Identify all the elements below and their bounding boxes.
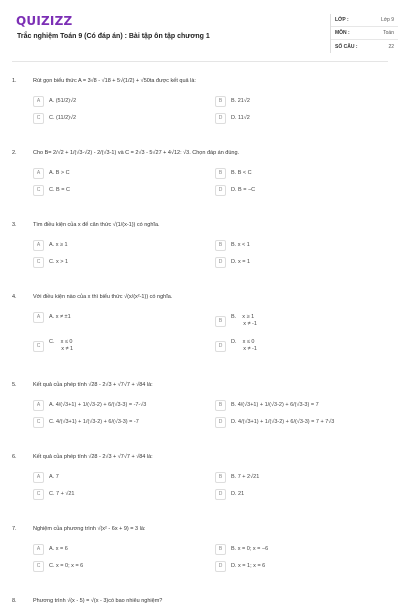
option-letter-box: C — [33, 561, 44, 572]
option-text: D. x = 1; x = 6 — [231, 563, 266, 569]
answer-option-d[interactable] — [215, 183, 397, 197]
option-letter-box: A — [33, 168, 44, 179]
question-text: Kết quả của phép tính √28 - 2√3 + √7√7 + √84 là: — [33, 454, 153, 460]
option-text: C. x ≤ 0 x ≠ 1 — [49, 339, 74, 352]
answer-option-b[interactable] — [215, 310, 397, 332]
question-text: Cho B= 2/√2 + 1/(√3-√2) - 2/(√3-1) và C = 2√3 - 5√27 + 4√12: √3. Chọn đáp án đúng. — [33, 150, 240, 156]
answer-option-a[interactable] — [33, 166, 215, 180]
answer-option-d[interactable] — [215, 255, 397, 269]
answer-options — [33, 470, 388, 504]
question-text: Tìm điều kiện của x để căn thức √(1/(x-1)) có nghĩa. — [33, 222, 160, 228]
worksheet-header — [12, 10, 394, 62]
answer-options — [33, 166, 388, 200]
answer-option-d[interactable] — [215, 415, 397, 429]
option-letter-box: B — [215, 472, 226, 483]
question-header — [12, 454, 388, 461]
option-text: C. 7 + √21 — [49, 491, 75, 497]
question-number: 4. — [12, 294, 17, 300]
option-text: D. 21 — [231, 491, 245, 497]
answer-options — [33, 94, 388, 128]
answer-option-a[interactable] — [33, 470, 215, 484]
question-text: Kết quả của phép tính √28 - 2√3 + √7√7 + √84 là: — [33, 382, 153, 388]
option-letter-box: C — [33, 489, 44, 500]
option-text: A. x = 6 — [49, 546, 68, 552]
question-header — [12, 150, 388, 157]
answer-option-b[interactable] — [215, 398, 397, 412]
option-letter-box: A — [33, 472, 44, 483]
answer-option-b[interactable] — [215, 94, 397, 108]
answer-option-c[interactable] — [33, 559, 215, 573]
answer-option-a[interactable] — [33, 94, 215, 108]
meta-label: SỐ CÂU : — [335, 43, 358, 50]
option-letter-box: D — [215, 113, 226, 124]
question-list — [12, 78, 388, 605]
answer-option-b[interactable] — [215, 238, 397, 252]
option-letter-box: D — [215, 185, 226, 196]
option-text: B. 21√2 — [231, 98, 250, 104]
option-text: C. 4/(√3+1) + 1/(√3-2) + 6/(√3-3) = -7 — [49, 419, 139, 425]
question-6 — [12, 454, 388, 504]
answer-option-b[interactable] — [215, 542, 397, 556]
question-number: 2. — [12, 150, 17, 156]
option-letter-box: B — [215, 240, 226, 251]
meta-row-subject — [331, 27, 398, 40]
option-letter-box: D — [215, 257, 226, 268]
question-header — [12, 222, 388, 229]
question-text: Nghiệm của phương trình √(x² - 6x + 9) = 3 là: — [33, 526, 146, 532]
quizizz-logo: QUIZIZZ — [16, 14, 73, 28]
question-5 — [12, 382, 388, 432]
answer-option-c[interactable] — [33, 183, 215, 197]
option-text: C. (11/2)√2 — [49, 115, 77, 121]
option-letter-box: B — [215, 400, 226, 411]
option-letter-box: A — [33, 400, 44, 411]
option-text: D. x = 1 — [231, 259, 251, 265]
question-number: 5. — [12, 382, 17, 388]
option-letter-box: A — [33, 96, 44, 107]
option-text: B. x = 0; x = −6 — [231, 546, 269, 552]
answer-options — [33, 238, 388, 272]
question-header — [12, 526, 388, 533]
option-letter-box: B — [215, 96, 226, 107]
meta-value: Toán — [383, 30, 394, 36]
answer-option-d[interactable] — [215, 111, 397, 125]
answer-option-c[interactable] — [33, 255, 215, 269]
meta-table — [330, 14, 398, 53]
option-text: B. x < 1 — [231, 242, 250, 248]
question-7 — [12, 526, 388, 576]
answer-option-b[interactable] — [215, 166, 397, 180]
question-3 — [12, 222, 388, 272]
option-text: B. 4/(√3+1) + 1/(√3-2) + 6/(√3-3) = 7 — [231, 402, 319, 408]
option-letter-box: A — [33, 312, 44, 323]
option-text: A. x ≥ 1 — [49, 242, 68, 248]
option-text: D. 4/(√3+1) + 1/(√3-2) + 6/(√3-3) = 7 + 7√3 — [231, 419, 335, 425]
question-number: 3. — [12, 222, 17, 228]
meta-label: MÔN : — [335, 30, 350, 36]
option-text: B. B < C — [231, 170, 252, 176]
question-number: 8. — [12, 598, 17, 604]
answer-options — [33, 542, 388, 576]
question-2 — [12, 150, 388, 200]
meta-row-class — [331, 14, 398, 27]
option-text: C. x = 0; x = 6 — [49, 563, 84, 569]
option-text: A. 4/(√3+1) + 1/(√3-2) + 6/(√3-3) = -7-√3 — [49, 402, 147, 408]
option-letter-box: D — [215, 561, 226, 572]
option-letter-box: A — [33, 240, 44, 251]
answer-option-d[interactable] — [215, 335, 397, 357]
answer-options — [33, 310, 388, 360]
option-letter-box: D — [215, 417, 226, 428]
question-number: 6. — [12, 454, 17, 460]
option-letter-box: C — [33, 417, 44, 428]
option-text: C. x > 1 — [49, 259, 69, 265]
question-header — [12, 294, 388, 301]
question-text: Rút gọn biểu thức A = 3√8 - √18 + 5√(1/2) + √50ta được kết quả là: — [33, 78, 196, 84]
question-8 — [12, 598, 388, 605]
option-letter-box: C — [33, 113, 44, 124]
question-number: 7. — [12, 526, 17, 532]
answer-option-a[interactable] — [33, 398, 215, 412]
answer-option-d[interactable] — [215, 559, 397, 573]
meta-label: LỚP : — [335, 17, 349, 23]
option-text: A. x ≠ ±1 — [49, 314, 71, 320]
answer-options — [33, 398, 388, 432]
option-text: A. (51/2)√2 — [49, 98, 77, 104]
question-header — [12, 598, 388, 605]
option-letter-box: B — [215, 168, 226, 179]
answer-option-c[interactable] — [33, 415, 215, 429]
option-text: C. B = C — [49, 187, 70, 193]
option-text: D. x ≤ 0 x ≠ -1 — [231, 339, 257, 352]
option-letter-box: D — [215, 489, 226, 500]
option-letter-box: A — [33, 544, 44, 555]
answer-option-c[interactable] — [33, 335, 215, 357]
answer-option-a[interactable] — [33, 310, 215, 324]
option-text: B. x ≥ 1 x ≠ -1 — [231, 314, 257, 327]
option-letter-box: C — [33, 341, 44, 352]
meta-value: Lớp 9 — [380, 17, 394, 23]
option-text: A. 7 — [49, 474, 59, 480]
question-header — [12, 382, 388, 389]
option-text: D. B = −C — [231, 187, 256, 193]
question-header — [12, 78, 388, 85]
option-letter-box: B — [215, 544, 226, 555]
option-text: D. 11√2 — [231, 115, 250, 121]
answer-option-c[interactable] — [33, 111, 215, 125]
option-letter-box: C — [33, 185, 44, 196]
answer-option-a[interactable] — [33, 542, 215, 556]
question-number: 1. — [12, 78, 17, 84]
question-4 — [12, 294, 388, 360]
meta-row-count — [331, 40, 398, 53]
answer-option-b[interactable] — [215, 470, 397, 484]
option-text: A. B > C — [49, 170, 70, 176]
question-text: Phương trình √(x - 5) = √(x - 3)có bao nhiêu nghiệm? — [33, 598, 163, 604]
option-letter-box: D — [215, 341, 226, 352]
option-letter-box: C — [33, 257, 44, 268]
question-text: Với điều kiện nào của x thì biểu thức √(x/(x²-1)) có nghĩa. — [33, 294, 173, 300]
option-text: B. 7 + 2√21 — [231, 474, 260, 480]
meta-value: 22 — [388, 43, 394, 50]
page-title: Trắc nghiệm Toán 9 (Có đáp án) : Bài tập ôn tập chương 1 — [17, 33, 210, 40]
answer-option-a[interactable] — [33, 238, 215, 252]
option-letter-box: B — [215, 316, 226, 327]
answer-option-d[interactable] — [215, 487, 397, 501]
question-1 — [12, 78, 388, 128]
answer-option-c[interactable] — [33, 487, 215, 501]
